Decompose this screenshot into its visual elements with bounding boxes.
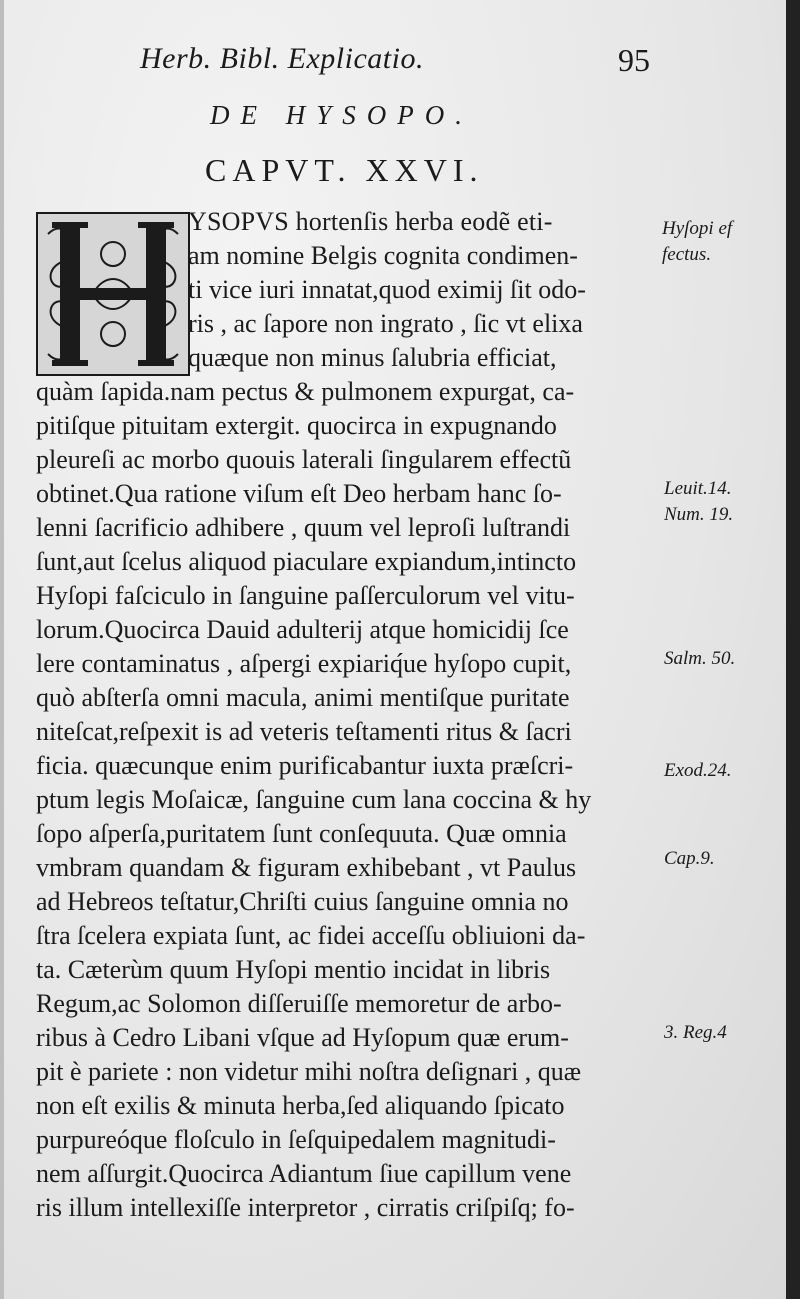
body-line: lere contaminatus , aſpergi expiariq́ue hyſopo cupit, xyxy=(36,649,572,678)
running-head: Herb. Bibl. Explicatio. xyxy=(140,42,424,75)
body-line: nem aſſurgit.Quocirca Adiantum ſiue capillum vene xyxy=(36,1159,572,1188)
body-line: pitiſque pituitam extergit. quocirca in expugnando xyxy=(36,411,557,440)
body-line: quò abſterſa omni macula, animi mentiſque puritate xyxy=(36,683,570,712)
margin-note: Num. 19. xyxy=(664,504,734,525)
body-line: ta. Cæterùm quum Hyſopi mentio incidat in libris xyxy=(36,955,551,984)
body-line: non eſt exilis & minuta herba,ſed aliquando ſpicato xyxy=(36,1091,565,1120)
margin-note: Hyſopi ef xyxy=(662,218,733,239)
margin-note: Leuit.14. xyxy=(664,478,732,499)
margin-note: fectus. xyxy=(662,244,712,265)
body-line: ris illum intelleхiſſe interpretor , cirratis criſpiſq; fo- xyxy=(36,1193,575,1222)
margin-note: 3. Reg.4 xyxy=(664,1022,727,1043)
page-number: 95 xyxy=(618,42,650,78)
section-title: DE HYSOPO. xyxy=(210,100,473,130)
body-line: ſopo aſperſa,puritatem ſunt conſequuta. Quæ omnia xyxy=(36,819,567,848)
ornamental-initial-icon xyxy=(38,214,188,374)
body-line: obtinet.Qua ratione viſum eſt Deo herbam hanc ſo- xyxy=(36,479,562,508)
body-line: lorum.Quocirca Dauid adulterij atque homicidij ſce xyxy=(36,615,569,644)
body-line: ſtra ſcelera expiata ſunt, ac fidei acceſſu obliuioni da- xyxy=(36,921,586,950)
body-line: am nomine Belgis cognita condimen- xyxy=(188,241,578,270)
body-line: quàm ſapida.nam pectus & pulmonem expurgat, ca- xyxy=(36,377,575,406)
page-left-edge xyxy=(0,0,4,1299)
body-line: ribus à Cedro Libani vſque ad Hyſopum quæ erum- xyxy=(36,1023,569,1052)
body-line: ti vice iuri innatat,quod eximij ſit odo- xyxy=(188,275,586,304)
margin-note: Exod.24. xyxy=(664,760,732,781)
body-line: ptum legis Moſaicæ, ſanguine cum lana coccina & hy xyxy=(36,785,592,814)
body-line: Regum,ac Solomon diſſeruiſſe memoretur de arbo- xyxy=(36,989,562,1018)
margin-note: Salm. 50. xyxy=(664,648,736,669)
body-line: ris , ac ſapore non ingrato , ſic vt elixa xyxy=(188,309,583,338)
body-line: pleureſi ac morbo quouis laterali ſingularem effectũ xyxy=(36,445,572,474)
body-line: vmbram quandam & figuram exhibebant , vt Paulus xyxy=(36,853,577,882)
body-line: Hyſopi faſciculo in ſanguine paſſerculorum vel vitu- xyxy=(36,581,575,610)
body-line: pit è pariete : non videtur mihi noſtra deſignari , quæ xyxy=(36,1057,582,1086)
body-line: ſunt,aut ſcelus aliquod piaculare expiandum,intincto xyxy=(36,547,577,576)
body-line: niteſcat,reſpexit is ad veteris teſtamenti ritus & ſacri xyxy=(36,717,572,746)
body-line: ficia. quæcunque enim purificabantur iuxta præſcri- xyxy=(36,751,574,780)
body-line: YSOPVS hortenſis herba eodẽ eti- xyxy=(188,207,553,236)
body-line: lenni ſacrificio adhibere , quum vel leproſi luſtrandi xyxy=(36,513,571,542)
body-line: quæque non minus ſalubria efficiat, xyxy=(188,343,557,372)
body-line: purpureóque floſculo in ſeſquipedalem magnitudi- xyxy=(36,1125,556,1154)
body-line: ad Hebreos teſtatur,Chriſti cuius ſanguine omnia no xyxy=(36,887,569,916)
margin-note: Cap.9. xyxy=(664,848,715,869)
decorated-initial-h xyxy=(36,212,190,376)
page-binding-shadow xyxy=(786,0,800,1299)
chapter-title: CAPVT. XXVI. xyxy=(205,152,484,188)
